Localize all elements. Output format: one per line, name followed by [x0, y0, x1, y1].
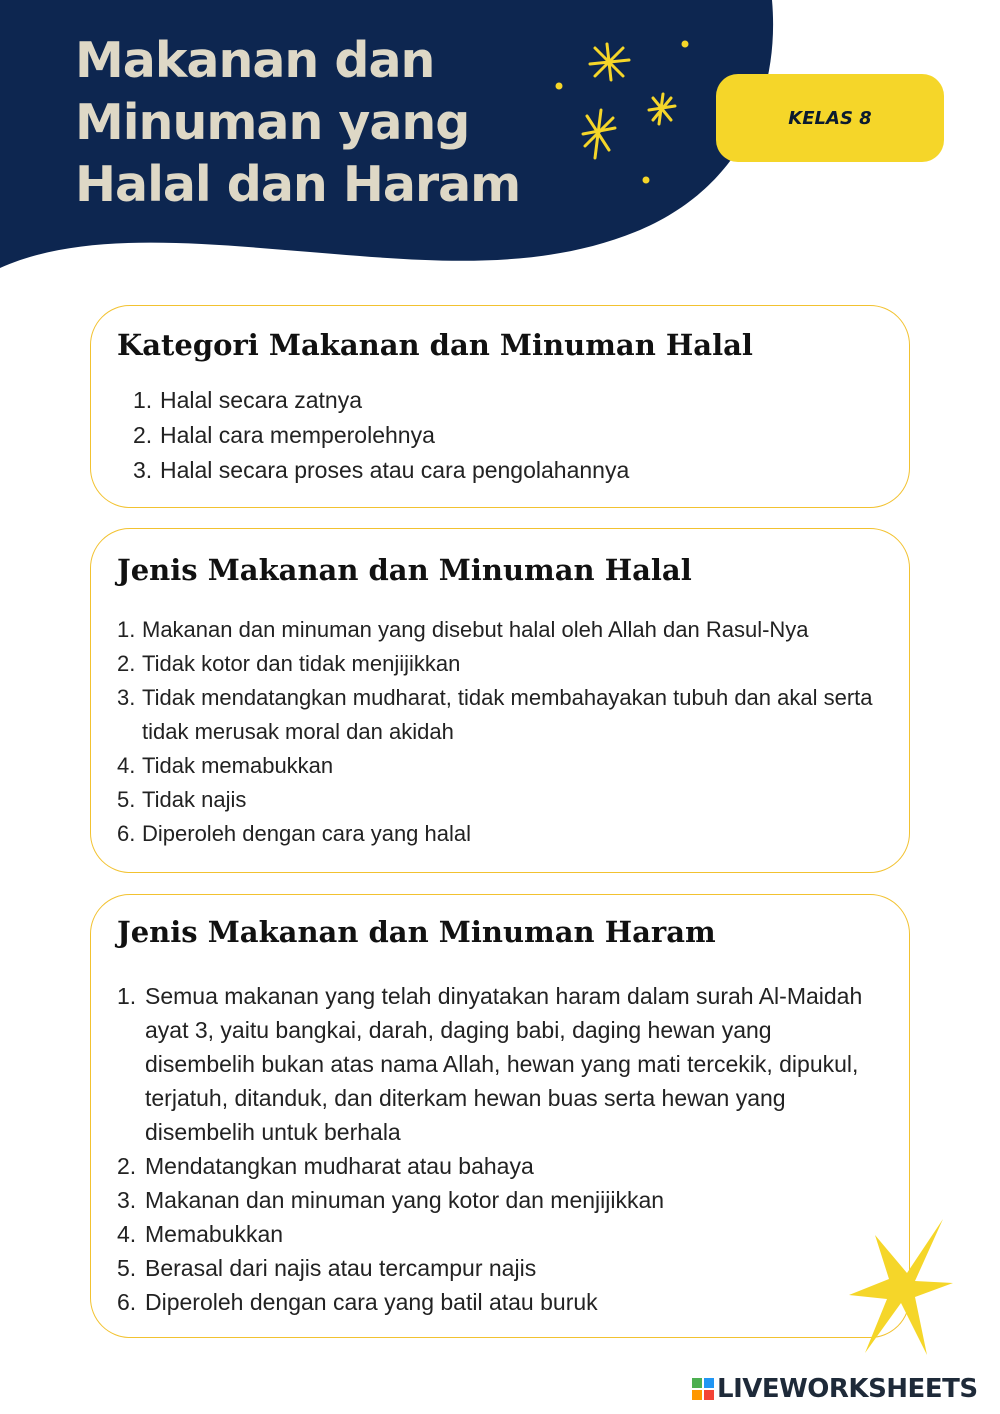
list-text: Tidak najis — [142, 787, 247, 812]
list-text: Halal secara proses atau cara pengolahannya — [160, 457, 630, 483]
list-text: Makanan dan minuman yang kotor dan menjijikkan — [145, 1187, 665, 1213]
list-number: 3. — [133, 457, 153, 483]
list-text: Diperoleh dengan cara yang batil atau buruk — [145, 1289, 598, 1315]
list-text: Diperoleh dengan cara yang halal — [142, 821, 472, 846]
list-item — [117, 1285, 887, 1319]
list-item — [117, 1251, 887, 1285]
list-number: 3. — [117, 685, 136, 710]
list-item — [117, 749, 887, 783]
list-number: 5. — [117, 1255, 137, 1281]
list-text: Tidak mendatangkan mudharat, tidak membahayakan tubuh dan akal serta tidak merusak moral dan akidah — [142, 685, 873, 744]
halal-types-card — [90, 528, 910, 873]
liveworksheets-logo — [692, 1374, 978, 1404]
title-line: Minuman yang — [75, 94, 470, 151]
title-line: Halal dan Haram — [75, 156, 521, 213]
list-item — [117, 979, 887, 1149]
card-title: Jenis Makanan dan Minuman Haram — [117, 915, 716, 949]
card-title: Kategori Makanan dan Minuman Halal — [117, 328, 753, 362]
list-item — [117, 1149, 887, 1183]
halal-types-list — [117, 613, 887, 851]
list-item — [133, 453, 629, 488]
list-item — [117, 817, 887, 851]
list-item — [133, 383, 629, 418]
list-item — [117, 681, 887, 749]
list-item — [117, 1217, 887, 1251]
list-text: Tidak kotor dan tidak menjijikkan — [142, 651, 461, 676]
list-number: 3. — [117, 1187, 137, 1213]
list-number: 2. — [117, 651, 136, 676]
page-title — [75, 30, 520, 216]
list-text: Memabukkan — [145, 1221, 284, 1247]
list-text: Makanan dan minuman yang disebut halal oleh Allah dan Rasul-Nya — [142, 617, 809, 642]
list-number: 1. — [133, 387, 153, 413]
list-text: Mendatangkan mudharat atau bahaya — [145, 1153, 534, 1179]
list-number: 2. — [117, 1153, 137, 1179]
list-number: 1. — [117, 617, 136, 642]
list-text: Tidak memabukkan — [142, 753, 334, 778]
list-text: Halal cara memperolehnya — [160, 422, 435, 448]
list-item — [117, 613, 887, 647]
list-number: 2. — [133, 422, 153, 448]
list-number: 4. — [117, 753, 136, 778]
list-item — [117, 647, 887, 681]
card-title: Jenis Makanan dan Minuman Halal — [117, 553, 692, 587]
list-number: 1. — [117, 983, 137, 1009]
liveworksheets-logo-icon — [692, 1378, 714, 1400]
list-text: Berasal dari najis atau tercampur najis — [145, 1255, 537, 1281]
list-number: 6. — [117, 1289, 137, 1315]
title-line: Makanan dan — [75, 32, 435, 89]
class-badge: KELAS 8 — [716, 74, 944, 162]
haram-types-card — [90, 894, 910, 1338]
sparkle-icon — [545, 30, 695, 190]
list-item — [117, 783, 887, 817]
star-icon — [845, 1215, 955, 1360]
list-text: Halal secara zatnya — [160, 387, 362, 413]
list-item — [133, 418, 629, 453]
list-number: 6. — [117, 821, 136, 846]
halal-categories-card — [90, 305, 910, 508]
list-number: 5. — [117, 787, 136, 812]
haram-types-list — [117, 979, 887, 1319]
list-text: Semua makanan yang telah dinyatakan haram dalam surah Al-Maidah ayat 3, yaitu bangkai, darah, daging babi, daging hewan yang disembelih bukan atas nama Allah, hewan yang mati tercekik, dipukul, terjatuh, ditanduk, dan diterkam hewan buas serta hewan yang disembelih untuk berhala — [145, 983, 863, 1145]
list-item — [117, 1183, 887, 1217]
liveworksheets-logo-text: LIVEWORKSHEETS — [717, 1374, 978, 1404]
list-number: 4. — [117, 1221, 137, 1247]
halal-categories-list — [133, 383, 629, 488]
